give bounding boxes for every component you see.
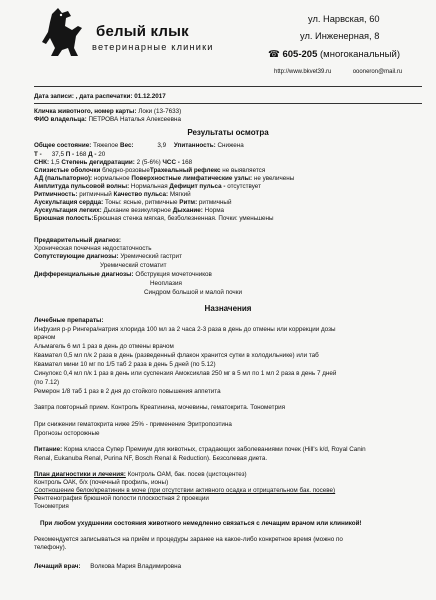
lungs-line: Аускультация легких: Дыхание везикулярное Дыхание: Норма bbox=[34, 207, 225, 214]
plan-item-4: Тонометрия bbox=[34, 503, 69, 510]
owner-line: ФИО владельца: ПЕТРОВА Наталья Алексеевна bbox=[34, 116, 182, 123]
date-divider bbox=[34, 103, 422, 104]
address-1: ул. Нарвская, 60 bbox=[308, 14, 380, 24]
date-line: Дата записи: , дата распечатки: 01.12.2017 bbox=[34, 93, 166, 100]
bp-line: АД (пальпаторно): нормальное Поверхностные лимфатические узлы: не увеличены bbox=[34, 175, 295, 182]
contacts-web bbox=[274, 69, 402, 75]
website-link[interactable]: http://www.bkvet39.ru bbox=[274, 69, 332, 75]
email-link[interactable]: oooneron@mail.ru bbox=[352, 69, 403, 75]
nutrition-line: Питание: Корма класса Супер Премиум для животных, страдающих заболеваниями почек (Hill's k/d, Royal Canin bbox=[34, 446, 366, 453]
phone-note: (многоканальный) bbox=[320, 49, 400, 60]
phone-line bbox=[268, 49, 400, 60]
tomorrow-line: Завтра повторный прием. Контроль Креатинина, мочевины, гематокрита. Тонометрия bbox=[34, 404, 285, 411]
prelim-label: Предварительный диагноз: bbox=[34, 237, 121, 244]
recommend-line: Рекомендуется записываться на приём и процедуры заранее на какое-либо конкретное время (можно по bbox=[34, 536, 343, 543]
rx-line-4: Синулокс 0,4 мл п/к 1 раз в день или суспензия Амоксиклав 250 мг в 5 мл по 1 мл 2 раза в день 7 дней bbox=[34, 370, 337, 377]
phone-icon: ☎ bbox=[268, 49, 283, 60]
header-divider bbox=[34, 86, 422, 87]
rx-line-2: Альмагель 6 мл 1 раз в день до отмены врачом bbox=[34, 343, 174, 350]
phone-number: 605-205 bbox=[282, 49, 318, 60]
prognosis-line: Прогнозы осторожные bbox=[34, 430, 100, 437]
doctor-line: Лечащий врач: Волкова Мария Владимировна bbox=[34, 563, 182, 570]
plan-item-1: Контроль ОАК, б/х (почечный профиль, ионы) bbox=[34, 479, 169, 486]
differential-line: Дифференциальные диагнозы: Обструкция мочеточников bbox=[34, 271, 212, 278]
recommend-line-2: телефону). bbox=[34, 544, 67, 551]
pulse-amp-line: Амплитуда пульсовой волны: Нормальная Дефицит пульса - отсутствует bbox=[34, 183, 261, 190]
dog-logo-icon bbox=[38, 6, 88, 58]
logo-title: белый клык bbox=[96, 23, 189, 40]
vitals-line: T - 37,5 П - 168 Д - 20 bbox=[34, 151, 106, 158]
plan-line: План диагностики и лечения: Контроль ОАМ, бак. посев (цистоцентез) bbox=[34, 471, 247, 478]
rx-line-3b: Квамател мини 10 мг по 1/5 таб 2 раза в день 5 дней (по 5.12) bbox=[34, 361, 216, 368]
concomitant-2: Уремический стоматит bbox=[100, 262, 167, 269]
nutrition-line-2: Renal, Eukanuba Renal, Purina NF, Bosch Renal & Reduction). Безсолевая диета. bbox=[34, 455, 268, 462]
general-line: Общее состояние: Тяжелое Вес: 3,9 Упитанность: Снижена bbox=[34, 142, 244, 149]
differential-2: Неоплазия bbox=[150, 280, 182, 287]
rx-line-1: Инфузия р-р Рингера/натрия хлорида 100 мл за 2 часа 2-3 раза в день до отмены или коррекции дозы bbox=[34, 326, 336, 333]
rx-line-3: Квамател 0,5 мл п/к 2 раза в день (разведенный флакон хранится сутки в холодильнике) или таб bbox=[34, 352, 319, 359]
pet-line: Кличка животного, номер карты: Локи (13-7633) bbox=[34, 108, 182, 115]
drugs-label: Лечебные препараты: bbox=[34, 317, 104, 324]
rx-line-5: Ремерон 1/8 таб 1 раз в 2 дня до стойкого повышения аппетита bbox=[34, 388, 221, 395]
rx-line-4b: (по 7.12) bbox=[34, 379, 60, 386]
address-2: ул. Инженерная, 8 bbox=[300, 31, 380, 41]
exam-title: Результаты осмотра bbox=[187, 128, 269, 137]
crt-line: СНК: 1,5 Степень дегидратации: 2 (5-6%) ЧСС - 168 bbox=[34, 159, 193, 166]
concomitant-line: Сопутствующие диагнозы: Уремический гастрит bbox=[34, 253, 182, 260]
prelim-value: Хроническая почечная недостаточность bbox=[34, 245, 152, 252]
differential-3: Синдром большой и малой почки bbox=[144, 289, 242, 296]
hematocrit-line: При снижении гематокрита ниже 25% - применение Эритропоэтина bbox=[34, 421, 232, 428]
logo-subtitle: ветеринарные клиники bbox=[92, 42, 214, 52]
rx-line-1b: врачом bbox=[34, 334, 56, 341]
heart-line: Аускультация сердца: Тоны: ясные, ритмичные Ритм: ритмичный bbox=[34, 199, 232, 206]
prescriptions-title: Назначения bbox=[204, 304, 252, 313]
plan-item-2: Соотношение белок/креатинин в моче (при отсутствии активного осадка и отрицательном бак. посеве) bbox=[34, 487, 336, 494]
plan-item-3: Рентгенография брюшной полости плоскостная 2 проекции bbox=[34, 495, 209, 502]
abdomen-line: Брюшная полость:Брюшная стенка мягкая, безболезненная. Почки: уменьшены bbox=[34, 215, 274, 222]
warning-line: При любом ухудшении состояния животного немедленно связаться с лечащим врачом или клиникой! bbox=[40, 520, 362, 527]
rhythm-line: Ритмичность: ритмичный Качество пульса: Мягкий bbox=[34, 191, 191, 198]
mucosa-line: Слизистые оболочки бледно-розовыеТрахеальный рефлекс не выявляется bbox=[34, 167, 266, 174]
